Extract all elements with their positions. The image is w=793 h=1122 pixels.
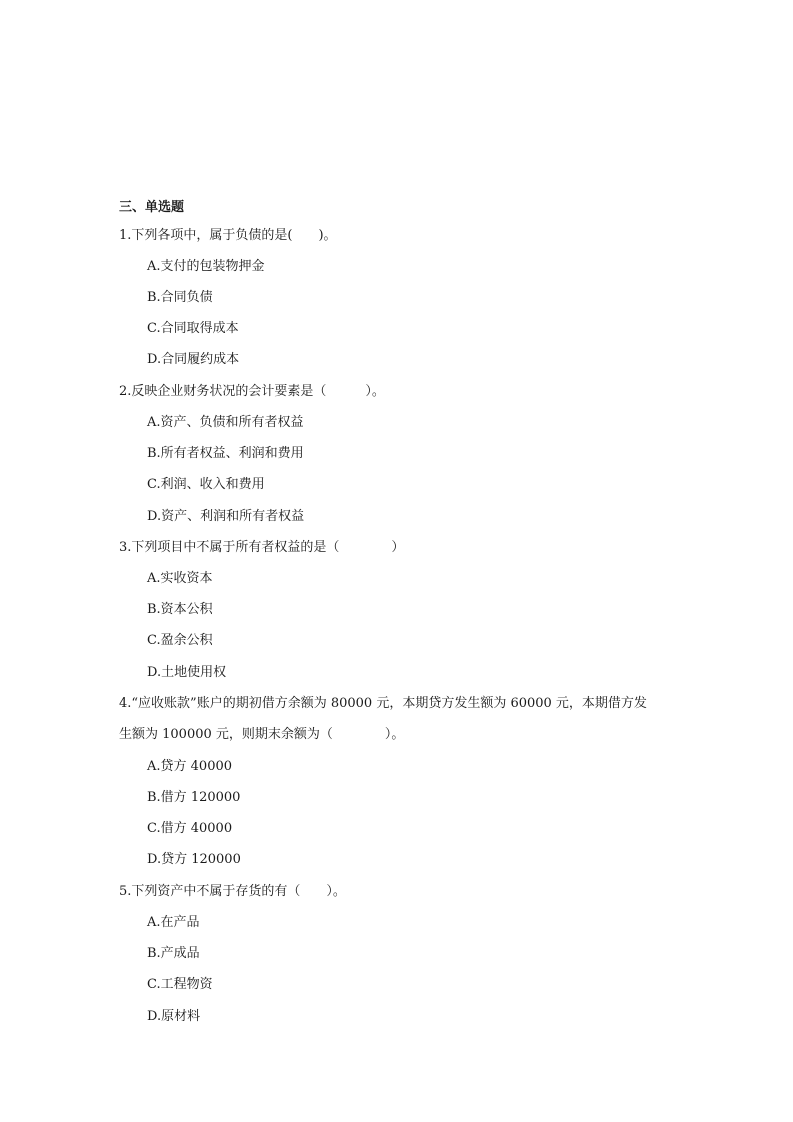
question-1-option-d: D.合同履约成本: [147, 352, 240, 367]
question-2-stem: 2.反映企业财务状况的会计要素是（ ）。: [119, 384, 385, 399]
section-title: 三、单选题: [119, 200, 185, 215]
question-3-option-a: A.实收资本: [147, 571, 213, 586]
question-1-option-b: B.合同负债: [147, 290, 213, 305]
question-5-option-c: C.工程物资: [147, 977, 213, 992]
question-3-option-d: D.土地使用权: [147, 665, 227, 680]
question-3-stem: 3.下列项目中不属于所有者权益的是（ ）: [119, 540, 405, 555]
question-2-option-c: C.利润、收入和费用: [147, 477, 265, 492]
question-3-option-c: C.盈余公积: [147, 633, 213, 648]
question-1-option-c: C.合同取得成本: [147, 321, 239, 336]
question-2-option-b: B.所有者权益、利润和费用: [147, 446, 304, 461]
question-4-stem-line-1: 4.“应收账款”账户的期初借方余额为 80000 元，本期贷方发生额为 60000 元，本期借方发: [119, 696, 647, 711]
question-1-option-a: A.支付的包装物押金: [147, 259, 265, 274]
question-4-option-c: C.借方 40000: [147, 821, 233, 836]
question-2-option-a: A.资产、负债和所有者权益: [147, 415, 304, 430]
question-4-option-b: B.借方 120000: [147, 790, 241, 805]
question-3-option-b: B.资本公积: [147, 602, 213, 617]
question-5-stem: 5.下列资产中不属于存货的有（ ）。: [119, 884, 346, 899]
question-4-option-d: D.贷方 120000: [147, 852, 241, 867]
question-4-option-a: A.贷方 40000: [147, 759, 233, 774]
question-1-stem: 1.下列各项中，属于负债的是( )。: [119, 228, 337, 243]
question-4-stem-line-2: 生额为 100000 元，则期末余额为（ ）。: [119, 727, 405, 742]
question-2-option-d: D.资产、利润和所有者权益: [147, 509, 305, 524]
question-5-option-b: B.产成品: [147, 946, 200, 961]
question-5-option-a: A.在产品: [147, 915, 200, 930]
question-5-option-d: D.原材料: [147, 1009, 201, 1024]
